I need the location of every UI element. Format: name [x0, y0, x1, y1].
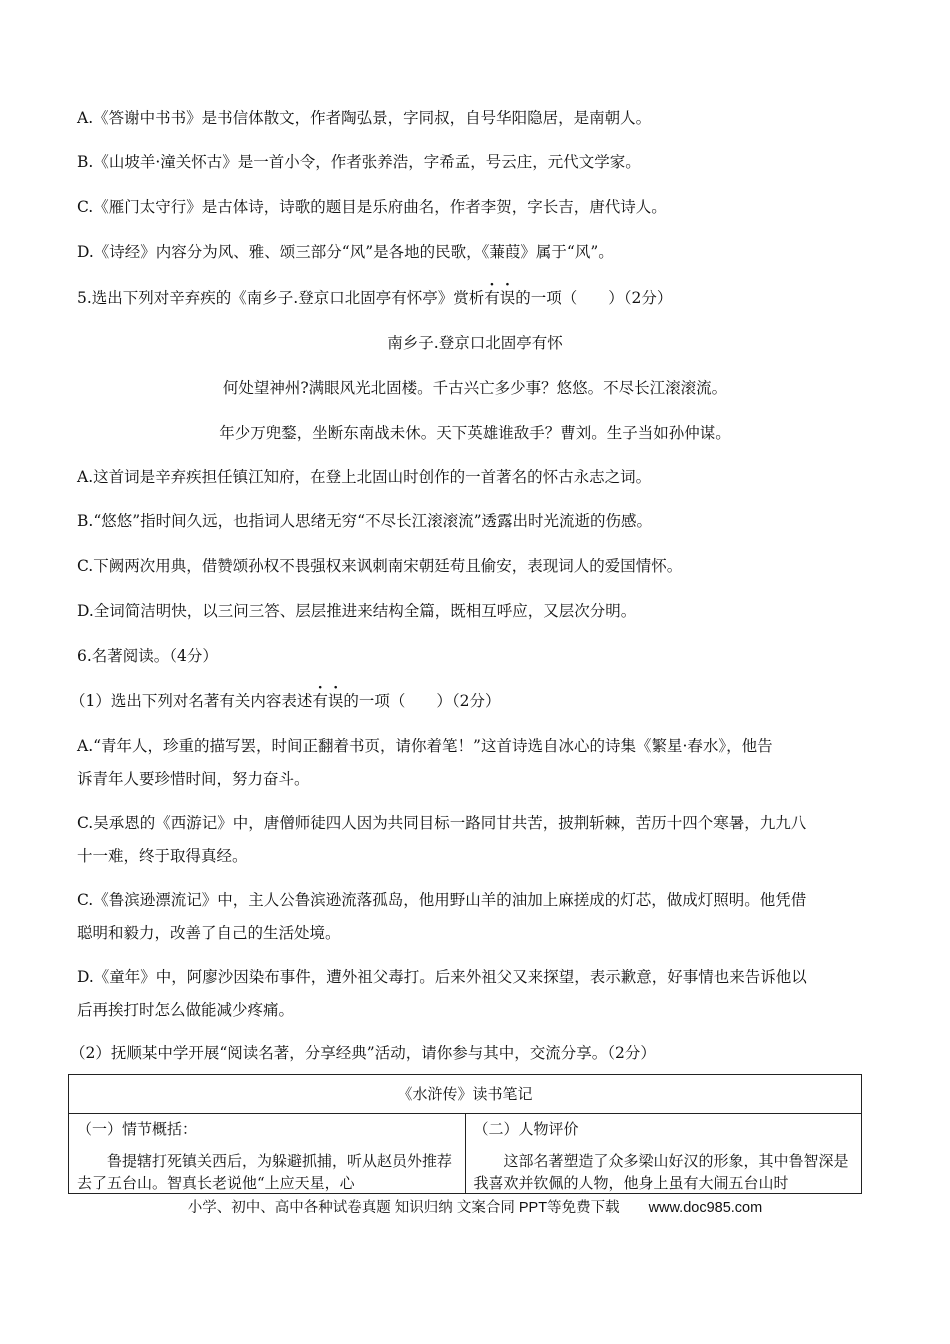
page-footer: 小学、初中、高中各种试卷真题 知识归纳 文案合同 PPT等免费下载 www.doc985.com: [187, 1200, 763, 1216]
q5-question: 5.选出下列对辛弃疾的《南乡子.登京口北固亭有怀亭》赏析有误的一项（ ）（2分）: [77, 289, 673, 307]
q4-option-a: A.《答谢中书书》是书信体散文，作者陶弘景，字同叔，自号华阳隐居，是南朝人。: [77, 109, 652, 127]
emphasis-dot-char: 误: [499, 289, 516, 307]
q4-option-b: B.《山坡羊·潼关怀古》是一首小令，作者张养浩，字希孟，号云庄，元代文学家。: [77, 153, 641, 171]
emphasis-dot-char: 误: [327, 692, 344, 710]
q6-option-d-line2: 后再挨打时怎么做能减少疼痛。: [77, 1001, 295, 1019]
q6-option-a-line2: 诉青年人要珍惜时间，努力奋斗。: [77, 770, 310, 788]
plot-summary-heading: （一）情节概括：: [77, 1120, 198, 1138]
q4-option-c: C.《雁门太守行》是古体诗，诗歌的题目是乐府曲名，作者李贺，字长吉，唐代诗人。: [77, 198, 667, 216]
q6-option-b-line1: C.吴承恩的《西游记》中，唐僧师徒四人因为共同目标一路同甘共苦，披荆斩棘，苦历十四个寒暑，九九八: [77, 814, 807, 832]
q5-option-d: D.全词简洁明快，以三问三答、层层推进来结构全篇，既相互呼应，又层次分明。: [77, 602, 637, 620]
reading-note-table: [68, 1074, 862, 1194]
poem-line-1: 何处望神州?满眼风光北固楼。千古兴亡多少事？悠悠。不尽长江滚滚流。: [222, 379, 728, 397]
poem-title: 南乡子.登京口北固亭有怀: [387, 334, 563, 352]
poem-line-2: 年少万兜鍪，坐断东南战未休。天下英雄谁敌手？曹刘。生子当如孙仲谋。: [219, 424, 731, 442]
q6-option-a-line1: A.“青年人，珍重的描写罢，时间正翻着书页，请你着笔！”这首诗选自冰心的诗集《繁星·春水》，他告: [77, 737, 773, 755]
emphasis-dot-char: 有: [484, 289, 500, 307]
q6-title: 6.名著阅读。（4分）: [77, 647, 218, 665]
plot-summary-text: 鲁提辖打死镇关西后，为躲避抓捕，听从赵员外推荐去了五台山。智真长老说他“上应天星，心: [77, 1152, 453, 1192]
q5-option-a: A.这首词是辛弃疾担任镇江知府，在登上北固山时创作的一首著名的怀古永志之词。: [77, 468, 652, 486]
character-review-cell: [465, 1114, 862, 1194]
character-review-heading: （二）人物评价: [473, 1120, 579, 1138]
plot-summary-cell: [69, 1114, 465, 1194]
q5-option-c: C.下阙两次用典，借赞颂孙权不畏强权来讽刺南宋朝廷苟且偷安，表现词人的爱国情怀。: [77, 557, 683, 575]
q6-option-c-line2: 聪明和毅力，改善了自己的生活处境。: [77, 924, 341, 942]
q6-option-b-line2: 十一难，终于取得真经。: [77, 847, 248, 865]
q6-option-c-line1: C.《鲁滨逊漂流记》中，主人公鲁滨逊流落孤岛，他用野山羊的油加上麻搓成的灯芯，做成灯照明。他凭借: [77, 891, 807, 909]
q6-sub1-question: （1）选出下列对名著有关内容表述有误的一项（ ）（2分）: [70, 692, 501, 710]
character-review-text: 这部名著塑造了众多梁山好汉的形象，其中鲁智深是我喜欢并钦佩的人物，他身上虽有大闹五台山时: [473, 1152, 849, 1192]
q6-sub2-question: （2）抚顺某中学开展“阅读名著，分享经典”活动，请你参与其中，交流分享。（2分）: [70, 1044, 656, 1062]
q4-option-d: D.《诗经》内容分为风、雅、颂三部分“风”是各地的民歌，《蒹葭》属于“风”。: [77, 243, 614, 261]
q5-option-b: B.“悠悠”指时间久远，也指词人思绪无穷“不尽长江滚滚流”透露出时光流逝的伤感。: [77, 512, 653, 530]
q6-option-d-line1: D.《童年》中，阿廖沙因染布事件，遭外祖父毒打。后来外祖父又来探望，表示歉意，好事情也来告诉他以: [77, 968, 807, 986]
reading-note-title: 《水浒传》读书笔记: [69, 1075, 861, 1114]
emphasis-dot-char: 有: [312, 692, 328, 710]
